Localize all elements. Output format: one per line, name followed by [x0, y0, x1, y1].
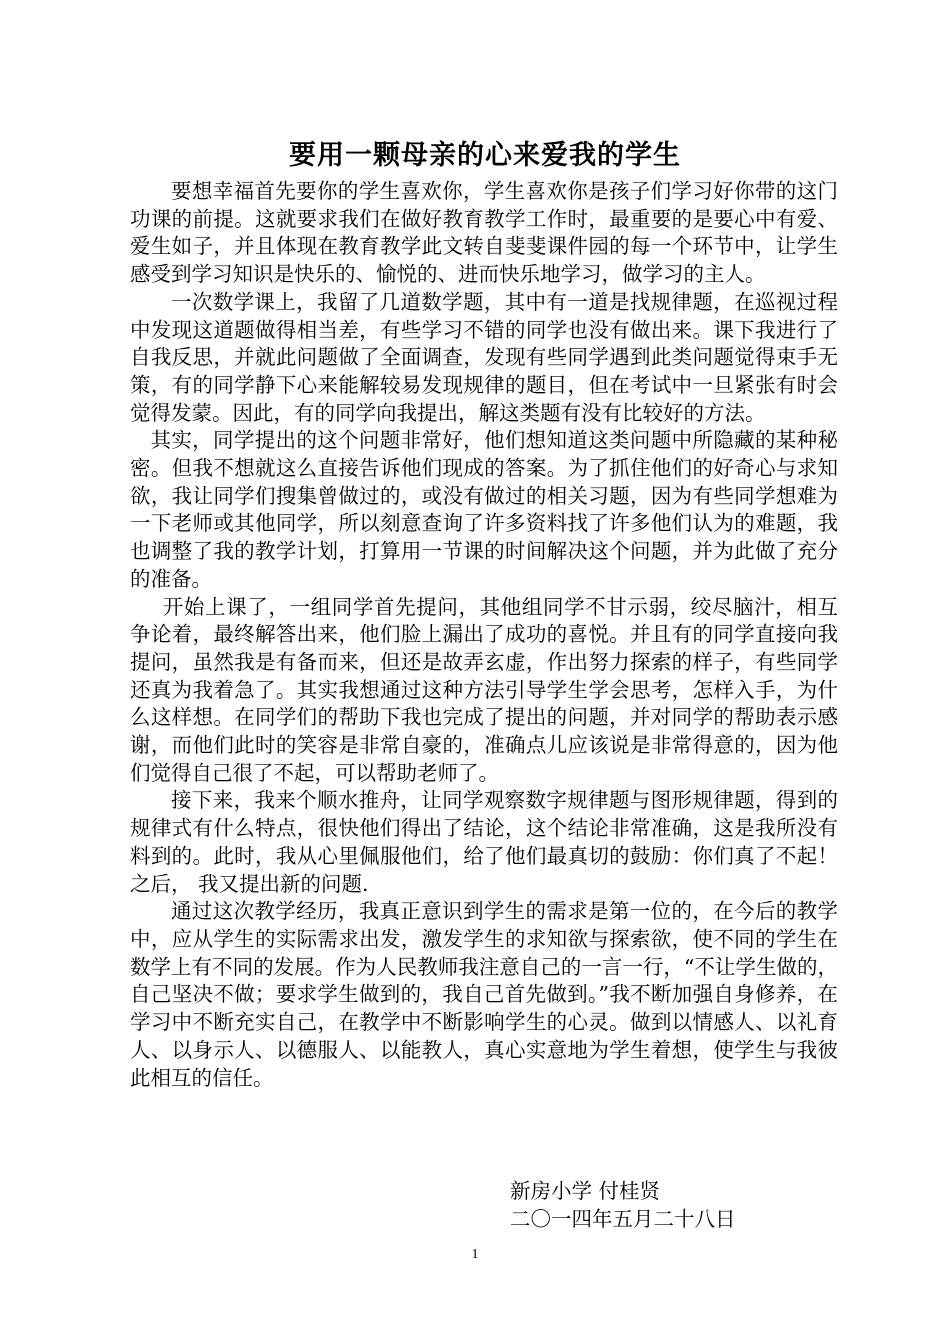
signature-block [510, 1177, 736, 1233]
signature-date: 二〇一四年五月二十八日 [510, 1207, 736, 1231]
page-number: 1 [471, 1247, 479, 1262]
paragraph-4: 开始上课了，一组同学首先提问，其他组同学不甘示弱，绞尽脑汁，相互争论着，最终解答出来，他们脸上漏出了成功的喜悦。并且有的同学直接向我提问，虽然我是有备而来，但还是故弄玄虚，作出努力探索的样子，有些同学还真为我着急了。其实我想通过这种方法引导学生学会思考，怎样入手，为什么这样想。在同学们的帮助下我也完成了提出的问题，并对同学的帮助表示感谢，而他们此时的笑容是非常自豪的，准确点儿应该说是非常得意的，因为他们觉得自己很了不起，可以帮助老师了。 [130, 594, 838, 785]
document-body [130, 178, 838, 1092]
signature-author: 新房小学 付桂贤 [510, 1179, 661, 1203]
paragraph-3: 其实，同学提出的这个问题非常好，他们想知道这类问题中所隐藏的某种秘密。但我不想就这么直接告诉他们现成的答案。为了抓住他们的好奇心与求知欲，我让同学们搜集曾做过的，或没有做过的相关习题，因为有些同学想难为一下老师或其他同学，所以刻意查询了许多资料找了许多他们认为的难题，我也调整了我的教学计划，打算用一节课的时间解决这个问题，并为此做了充分的准备。 [130, 428, 838, 591]
paragraph-6: 通过这次教学经历，我真正意识到学生的需求是第一位的，在今后的教学中，应从学生的实际需求出发，激发学生的求知欲与探索欲，使不同的学生在数学上有不同的发展。作为人民教师我注意自己的一言一行，“不让学生做的，自己坚决不做；要求学生做到的，我自己首先做到。”我不断加强自身修养，在学习中不断充实自己，在教学中不断影响学生的心灵。做到以情感人、以礼育人、以身示人、以德服人、以能教人，真心实意地为学生着想，使学生与我彼此相互的信任。 [130, 899, 838, 1090]
paragraph-5: 接下来，我来个顺水推舟，让同学观察数字规律题与图形规律题，得到的规律式有什么特点，很快他们得出了结论，这个结论非常准确，这是我所没有料到的。此时，我从心里佩服他们，给了他们最真切的鼓励：你们真了不起！之后， 我又提出新的问题. [130, 788, 838, 896]
paragraph-1: 要想幸福首先要你的学生喜欢你，学生喜欢你是孩子们学习好你带的这门功课的前提。这就要求我们在做好教育教学工作时，最重要的是要心中有爱、爱生如子，并且体现在教育教学此文转自斐斐课件园的每一个环节中，让学生感受到学习知识是快乐的、愉悦的、进而快乐地学习，做学习的主人。 [130, 179, 838, 287]
document-title: 要用一颗母亲的心来爱我的学生 [289, 140, 681, 171]
paragraph-2: 一次数学课上，我留了几道数学题，其中有一道是找规律题，在巡视过程中发现这道题做得相当差，有些学习不错的同学也没有做出来。课下我进行了自我反思，并就此问题做了全面调查，发现有些同学遇到此类问题觉得束手无策，有的同学静下心来能解较易发现规律的题目，但在考试中一旦紧张有时会觉得发蒙。因此，有的同学向我提出，解这类题有没有比较好的方法。 [130, 289, 838, 425]
